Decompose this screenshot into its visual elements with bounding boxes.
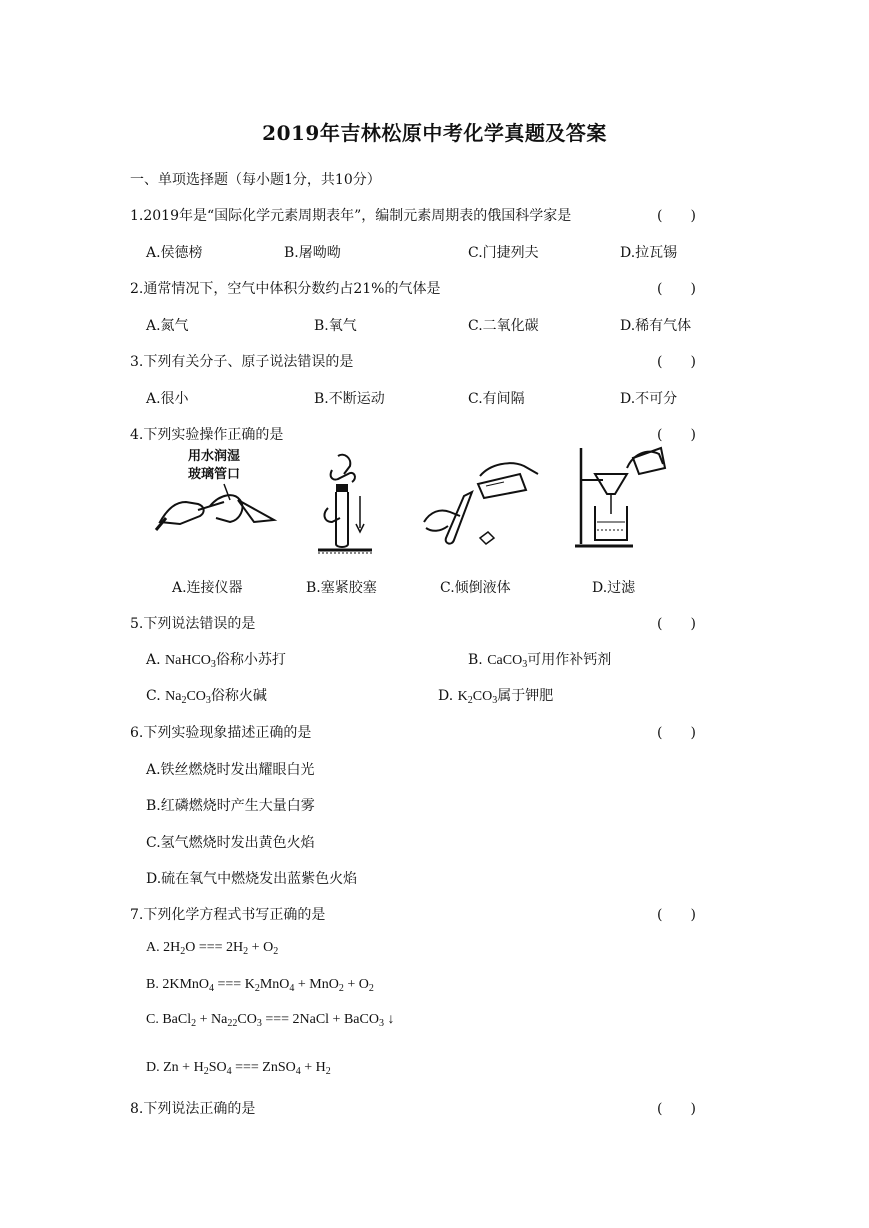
question-3-stem: 3.下列有关分子、原子说法错误的是 [130, 354, 354, 370]
connect-apparatus-drawing [150, 444, 280, 536]
question-7-stem: 7.下列化学方程式书写正确的是 [130, 907, 326, 923]
q4-option-c: C.倾倒液体 [440, 580, 511, 596]
chem-formula: $K_2CO_3$ [457, 689, 498, 706]
q2-option-d: D.稀有气体 [620, 318, 692, 334]
q2-option-c: C.二氧化碳 [468, 318, 539, 334]
q5-option-a [146, 649, 286, 669]
q3-option-c: C.有间隔 [468, 391, 525, 407]
q1-option-b: B.屠呦呦 [284, 245, 341, 261]
q2-option-b: B.氧气 [314, 318, 357, 334]
q4-option-b: B.塞紧胶塞 [306, 580, 377, 596]
q7-option-a: A. $2H_2O$ === $2H_2 + O_2$ [146, 940, 279, 957]
section-heading: 一、单项选择题（每小题1分，共10分） [130, 172, 381, 188]
option-text: 可用作补钙剂 [527, 652, 612, 668]
q3-option-b: B.不断运动 [314, 391, 385, 407]
q7-option-d: D. $Zn + H_2SO_4$ === ZnSO$_4$ + $H_2$ [146, 1060, 331, 1077]
answer-blank: ( ) [657, 354, 696, 370]
q5-option-b [468, 649, 611, 669]
pour-liquid-drawing [420, 456, 544, 550]
q5-option-c [146, 685, 267, 705]
question-6-stem: 6.下列实验现象描述正确的是 [130, 725, 312, 741]
question-8-stem: 8.下列说法正确的是 [130, 1101, 256, 1117]
answer-blank: ( ) [657, 1101, 696, 1117]
q7-option-c: C. BaCl$_2$ + $Na_{22}CO_3$ === 2NaCl + BaCO$_3$ ↓ [146, 1012, 395, 1029]
page-title: 2019年吉林松原中考化学真题及答案 [262, 121, 607, 145]
chem-formula: NaHCO$_3$ [165, 653, 216, 670]
chem-formula: $Na_2CO_3$ [165, 689, 211, 706]
option-text: 俗称火碱 [210, 688, 267, 704]
q6-option-c: C.氢气燃烧时发出黄色火焰 [146, 835, 315, 851]
answer-blank: ( ) [657, 208, 696, 224]
q4-option-a: A.连接仪器 [172, 580, 243, 596]
option-prefix: B. [468, 652, 483, 668]
option-prefix: A. [146, 652, 161, 668]
answer-blank: ( ) [657, 725, 696, 741]
figure-label-line2: 玻璃管口 [188, 467, 241, 482]
figure-filtration [573, 444, 669, 552]
q6-option-a: A.铁丝燃烧时发出耀眼白光 [146, 762, 315, 778]
q4-option-d: D.过滤 [592, 580, 636, 596]
answer-blank: ( ) [657, 427, 696, 443]
figure-insert-stopper [314, 452, 374, 554]
q3-option-d: D.不可分 [620, 391, 678, 407]
q1-option-c: C.门捷列夫 [468, 245, 539, 261]
question-2-stem: 2.通常情况下，空气中体积分数约占21%的气体是 [130, 281, 441, 297]
q1-option-a: A.侯德榜 [146, 245, 203, 261]
answer-blank: ( ) [657, 616, 696, 632]
filtration-drawing [573, 444, 669, 552]
option-prefix: C. [146, 688, 161, 704]
option-text: 属于钾肥 [497, 688, 554, 704]
q2-option-a: A.氮气 [146, 318, 189, 334]
answer-blank: ( ) [657, 281, 696, 297]
option-text: 俗称小苏打 [215, 652, 286, 668]
option-prefix: D. [438, 688, 454, 704]
q5-option-d [438, 685, 553, 705]
q1-option-d: D.拉瓦锡 [620, 245, 678, 261]
figure-pour-liquid [420, 456, 544, 550]
q6-option-d: D.硫在氧气中燃烧发出蓝紫色火焰 [146, 871, 358, 887]
question-1-stem: 1.2019年是“国际化学元素周期表年”，编制元素周期表的俄国科学家是 [130, 208, 572, 224]
figure-connect-apparatus [150, 444, 280, 536]
insert-stopper-drawing [314, 452, 374, 554]
chem-formula: CaCO$_3$ [487, 653, 528, 670]
q3-option-a: A.很小 [146, 391, 189, 407]
q6-option-b: B.红磷燃烧时产生大量白雾 [146, 798, 315, 814]
answer-blank: ( ) [657, 907, 696, 923]
figure-label-line1: 用水润湿 [188, 449, 241, 464]
question-5-stem: 5.下列说法错误的是 [130, 616, 256, 632]
q7-option-b: B. 2KMnO$_4$ === $K_2MnO_4 + MnO_2 + O_2$ [146, 977, 374, 994]
question-4-stem: 4.下列实验操作正确的是 [130, 427, 284, 443]
